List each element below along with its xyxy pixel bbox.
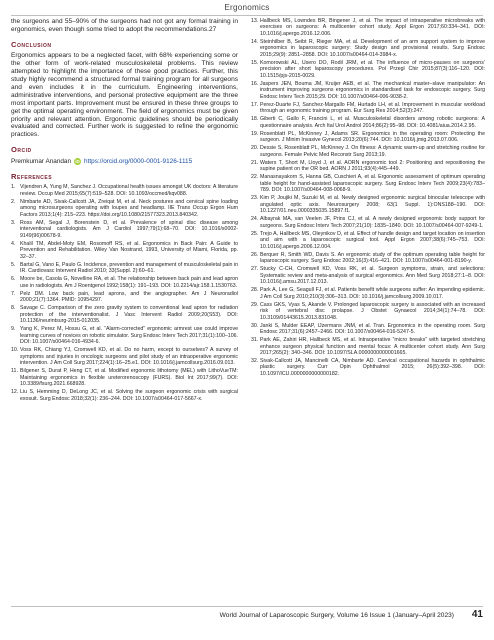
reference-text: Berquer R, Smith WD, Davis S. An ergonomic study of the optimum operating table height for laparoscopic surgery. Surg Endosc 2002;16(3):416–421. DOI: 10.1007/s00464-001-8190-y.	[260, 251, 485, 265]
reference-number: 30.	[251, 322, 259, 329]
reference-item	[251, 231, 485, 250]
reference-number: 20.	[251, 145, 259, 152]
references-heading: References	[11, 172, 53, 182]
reference-item	[251, 131, 485, 144]
footer-divider	[11, 606, 483, 607]
reference-text: Bartal G, Vano E, Paulo G. Incidence, prevention and management of musculoskeletal pain in IR. Cardiovasc Intervent Radiol 2010; 33(Suppl. 2):60–61.	[20, 261, 238, 275]
reference-item	[251, 39, 485, 58]
reference-item	[11, 326, 238, 345]
reference-text: Kim P, Joujiki M, Suzuki M, et al. Newly designed ergonomic surgical binocular telescope with angulated optic axis. Neurosurgery 2008; 63(1 Suppl. 1):ONS188–190. DOI: 10.1227/01.neu.0000335035.15897.f1.	[260, 195, 485, 215]
reference-text: Stucky C-CH, Cromwell KD, Voss RK, et al. Surgeon symptoms, strain, and selections: Systematic review and meta-analysis of surgical ergonomics. Ann Med Surg 2018;27:1–8. DOI: 10.1016/j.amsu.2017.12.013.	[260, 266, 485, 286]
reference-text: Nimbarte AD, Sivak-Callcott JA, Zreiqat M, et al. Neck postures and cervical spine loading among microsurgeons operating with loupes and headlamp. IIE Trans Occup Ergon Hum Factors 2013;1(4): 215–223. https://doi.org/10.1080/21577323.2013.840342.	[20, 198, 238, 218]
reference-text: Dessie S, Rosenblatt PL, McKinney J. On fitness: A dynamic warm-up and stretching routine for surgeons. Female Pelvic Med Reconstr Surg 2013;19.	[260, 145, 485, 158]
reference-number: 16.	[251, 80, 259, 87]
reference-text: Hallbeck MS, Lowndes BR, Bingener J, et al. The impact of intraoperative microbreaks with exercises on surgeons: A multicenter cohort study. Appl Ergon 2017;60:334–341. DOI: 10.1016/j.apergo.2016.12.006.	[260, 18, 485, 37]
reference-item	[11, 291, 238, 304]
reference-number: 13.	[251, 18, 259, 24]
reference-item	[251, 160, 485, 173]
reference-number: 5.	[11, 261, 16, 268]
orcid-entry	[11, 157, 238, 166]
reference-text: Vijendren A, Yung M, Sanchez J. Occupational health issues amongst UK doctors: A literature review. Occup Med 2015;65(7):519–528. DOI: 10.1093/occmed/kqv088.	[20, 184, 238, 197]
reference-item	[251, 358, 485, 377]
reference-text: Rosenblatt PL, McKinney J, Adams SR. Ergonomics in the operating room: Protecting the surgeon. J Minim Invasive Gynecol 2013;20(6):744. DOI: 10.1016/j.jmig.2013.07.006.	[260, 130, 485, 144]
reference-item	[11, 199, 238, 218]
reference-item	[251, 302, 485, 321]
reference-text: Jaspers JEN, Bouma JM, Kruijer AEB, et al. The mechanical master–slave manipulator: An instrument improving surgeons ergonomics in standardised task for endoscopic surgery. Surg Endosc Interv Tech 2015;29. DOI: 10.1007/s00464-006-9038-2.	[260, 80, 485, 100]
reference-number: 28.	[251, 287, 259, 294]
reference-item	[11, 184, 238, 197]
reference-number: 22.	[251, 174, 259, 181]
reference-number: 3.	[11, 219, 16, 226]
reference-number: 12.	[11, 389, 19, 396]
reference-item	[251, 81, 485, 100]
conclusion-paragraph: Ergonomics appears to be a neglected facet, with 68% experiencing some or the other form of work-related musculoskeletal problems. This review attempted to highlight the importance of these good practices. Further, this study highly recommend a structured formal training program for all surgeons and even includes it in the curriculum. Engineering interventions, administrative interventions, and personal protective equipment are the three most important parts. Improvement must be ensured in these three groups to get the optimal operating environment. The field of ergonomics must be given priority and relevant attention. Ergonomic guidelines should be periodically evaluated and corrected. Further work is suggested to refine the ergonomic practices.	[11, 51, 238, 139]
reference-number: 14.	[251, 38, 259, 45]
orcid-link[interactable]: https://orcid.org/0000-0001-9126-1115	[84, 158, 193, 166]
reference-item	[251, 266, 485, 285]
reference-item	[11, 220, 238, 239]
orcid-icon: iD	[75, 159, 80, 165]
reference-number: 17.	[251, 101, 259, 108]
reference-item	[251, 287, 485, 300]
reference-number: 1.	[11, 184, 16, 191]
reference-text: Sivak-Callcott JA, Mancinelli CA, Nimbarte AD. Cervical occupational hazards in ophthalmic plastic surgery. Curr Opin Ophthalmol 2015; 26(5):392–398. DOI: 10.1097/ICU.0000000000000182.	[260, 358, 485, 377]
reference-item	[11, 241, 238, 260]
reference-number: 23.	[251, 195, 259, 202]
reference-item	[251, 337, 485, 356]
reference-item	[11, 276, 238, 289]
reference-number: 15.	[251, 59, 259, 66]
reference-number: 25.	[251, 230, 259, 237]
reference-text: Manasnayakorn S, Hanna GB, Cuschieri A, et al. Ergonomic assessment of optimum operating table height for hand-assisted laparoscopic surgery. Surg Endosc Interv Tech 2009;23(4):783–789. DOI: 10.1007/s00464-008-0068-9.	[260, 174, 485, 194]
reference-number: 4.	[11, 240, 16, 247]
reference-item	[11, 368, 238, 387]
reference-item	[251, 174, 485, 193]
left-column	[11, 18, 238, 404]
reference-text: Janki S, Mulder EEAP, IJzermans JNM, et al. Tran. Ergonomics in the operating room. Surg Endosc 2017;31(6):2457–2466. DOI: 10.1007/s00464-016-5247-5.	[260, 322, 485, 336]
reference-text: Albayrak MA, van Veelen JF, Prins CJ, et al. A newly designed ergonomic body support for surgeons. Surg Endosc Interv Tech 2007;21(10): 1835–1840. DOI: 10.1007/s00464-007-9249-1.	[260, 216, 485, 229]
reference-number: 18.	[251, 116, 259, 123]
reference-text: Khalil TM, Abdel-Moty EM, Rosomoff RS, et al. Ergonomics in Back Pain: A Guide to Prevention and Rehabilitation. Wiley Van Nostrand, 1993, University of Miami, Florida, pp. 32–37.	[20, 240, 238, 260]
reference-text: Bilgener S, Durat P, Heng CT, et al. Modified ergonomic lithotomy (MEL) with LithoVueTM: Maintaining ergonomics in flexible ureterorenoscopy (FURS). Biol Int 2017;99(7). DOI: 10.3389/fsurg.2021.668928.	[20, 368, 238, 388]
reference-number: 31.	[251, 337, 259, 344]
orcid-author-name: Premkumar Anandan	[11, 158, 72, 166]
reference-item	[251, 102, 485, 115]
page-number: 41	[471, 609, 483, 620]
reference-number: 6.	[11, 276, 16, 283]
reference-text: Trejo A, Hallbeck MS, Oleynikov D, et al. Effect of handle design and target location on insertion and aim with a laparoscopic surgical tool. Appl Ergon 2007;38(6):745–753. DOI: 10.1016/j.apergo.2006.12.004.	[260, 230, 485, 250]
reference-number: 26.	[251, 251, 259, 258]
reference-text: Yang K, Perez M, Hossu G, et al. “Alarm-corrected” ergonomic armrest use could improve learning curves of novices on robotic simulator. Surg Endosc Interv Tech 2017;31(1):100–106. DOI: 10.1007/s00464-016-4934-6.	[20, 326, 238, 346]
header-divider	[11, 15, 483, 16]
reference-item	[251, 60, 485, 79]
reference-number: 7.	[11, 290, 16, 297]
right-column	[251, 18, 485, 379]
reference-text: Pelz DM. Low back pain, lead aprons, and the angiographer. Am J Neuroradiol 2000;21(7):1364. PMID: 10954297.	[20, 290, 238, 304]
intro-paragraph: the surgeons and 55–90% of the surgeons had not got any formal training in ergonomics, even though some tried to adopt the recommendations.27	[11, 18, 238, 33]
reference-text: Giberti C, Gallo F, Francini L, et al. Musculoskeletal disorders among robotic surgeons: A questionnaire analysis. Arch Ital Urol Androl 2014;86(2):95–98. DOI: 10.4081/aiua.2014.2.95.	[260, 116, 485, 129]
reference-number: 11.	[11, 368, 18, 375]
reference-text: Moore be, Casola G, Novelline RA, et al. The relationship between back pain and lead apron use in radiologists. Am J Roentgenol 1992;158(1): 191–193. DOI: 10.2214/ajr.158.1.1530763.	[20, 276, 238, 289]
conclusion-heading: Conclusion	[11, 39, 52, 49]
orcid-heading: Orcid	[11, 145, 32, 155]
journal-citation: World Journal of Laparoscopic Surgery, Volume 16 Issue 1 (January–April 2023)	[219, 612, 454, 619]
reference-number: 24.	[251, 216, 259, 223]
reference-list-right	[251, 18, 485, 377]
reference-text: Park AE, Zahiri HR, Hallbeck MS, et al. Intraoperative “micro breaks” with targeted stretching enhance surgeon physical function and mental focus: A multicenter cohort study. Ann Surg 2017;265(2): 340–346. DOI: 10.1097/SLA.0000000000001665.	[260, 337, 485, 356]
reference-number: 19.	[251, 130, 259, 137]
reference-text: Perez-Duarte FJ, Sanchez-Margallo FM, Hurtado LH, et al. Improvement in muscular workload through an ergonomic training program. Eur Surg Res 2014;52(3):247.	[260, 101, 485, 115]
reference-number: 8.	[11, 305, 16, 312]
reference-text: Liu S, Hemming D, DeLong JC, et al. Solving the surgeon ergonomic crisis with surgical exosuit. Surg Endosc 2018;32(1): 236–244. DOI: 10.1007/s00464-017-5667-x.	[20, 389, 238, 402]
reference-text: Voss RK, Chiang YJ, Cromwell KD, et al. Do no harm, except to ourselves? A survey of symptoms and injuries in oncologic surgeons and pilot study of an intraoperative ergonomic intervention. J Am Coll Surg 2017;224(1):16–25.e1. DOI: 10.1016/j.jamcollsurg.2016.09.013.	[20, 347, 238, 367]
reference-text: Ross AM, Segal J, Borenstein D, et al. Prevalence of spinal disc disease among interventional cardiologists. Am J Cardiol 1997;79(1):68–70. DOI: 10.1016/s0002-9149(96)00678-9.	[20, 219, 238, 239]
reference-number: 32.	[251, 358, 259, 365]
reference-text: Komorowski AL, Usero DO, Rodil JRM, et al. The influence of micro-pauses on surgeons’ precision after short laparoscopy procedures. Pol Przegl Chir 2015;87(3):116–120. DOI: 10.1515/pjs-2015-0029.	[260, 59, 485, 79]
reference-item	[251, 195, 485, 214]
reference-number: 2.	[11, 198, 16, 205]
reference-number: 29.	[251, 301, 259, 308]
page-footer	[0, 606, 494, 626]
running-header: Ergonomics	[224, 3, 270, 12]
reference-item	[251, 252, 485, 265]
reference-text: Cass GKS, Vyas S, Akande V. Prolonged laparoscopic surgery is associated with an increased risk of vertebral disc prolapse. J Obstet Gynaecol 2014;34(1):74–78. DOI: 10.3109/01443615.2013.831048.	[260, 301, 485, 321]
reference-item	[251, 216, 485, 229]
reference-item	[251, 323, 485, 336]
reference-number: 21.	[251, 159, 259, 166]
reference-text: Steinhilber B, Seibt R, Rieger MA, et al. Development of an arm support system to improve ergonomics in laparoscopic surgery: Study design and provisional results. Surg Endosc 2015;29(9): 2851–2858. DOI: 10.1007/s00464-014-3984-x.	[260, 38, 485, 58]
reference-item	[11, 347, 238, 366]
reference-item	[251, 18, 485, 37]
reference-item	[251, 116, 485, 129]
reference-item	[11, 389, 238, 402]
reference-item	[11, 305, 238, 324]
reference-number: 9.	[11, 326, 16, 333]
reference-text: Savage C. Comparison of the zero gravity system to conventional lead apron for radiation protection of the interventionalist. J Vasc Intervent Radiol 2009;20(S53). DOI: 10.1136/neurintsurg-2015-012035.	[20, 305, 238, 325]
reference-item	[251, 145, 485, 158]
reference-text: Park A, Lee G, Seagull FJ, et al. Patients benefit while surgeons suffer: An impending epidemic. J Am Coll Surg 2010;210(3):306–313. DOI: 10.1016/j.jamcollsurg.2009.10.017.	[260, 287, 485, 300]
reference-number: 27.	[251, 266, 259, 273]
reference-number: 10.	[11, 347, 19, 354]
reference-text: Waters T, Short M, Lloyd J, et al. AORN ergonomic tool 2: Positioning and repositioning the supine patient on the OR bed. AORN J 2011;93(4):445–449.	[260, 159, 485, 173]
reference-list-left	[11, 184, 238, 402]
reference-item	[11, 262, 238, 275]
